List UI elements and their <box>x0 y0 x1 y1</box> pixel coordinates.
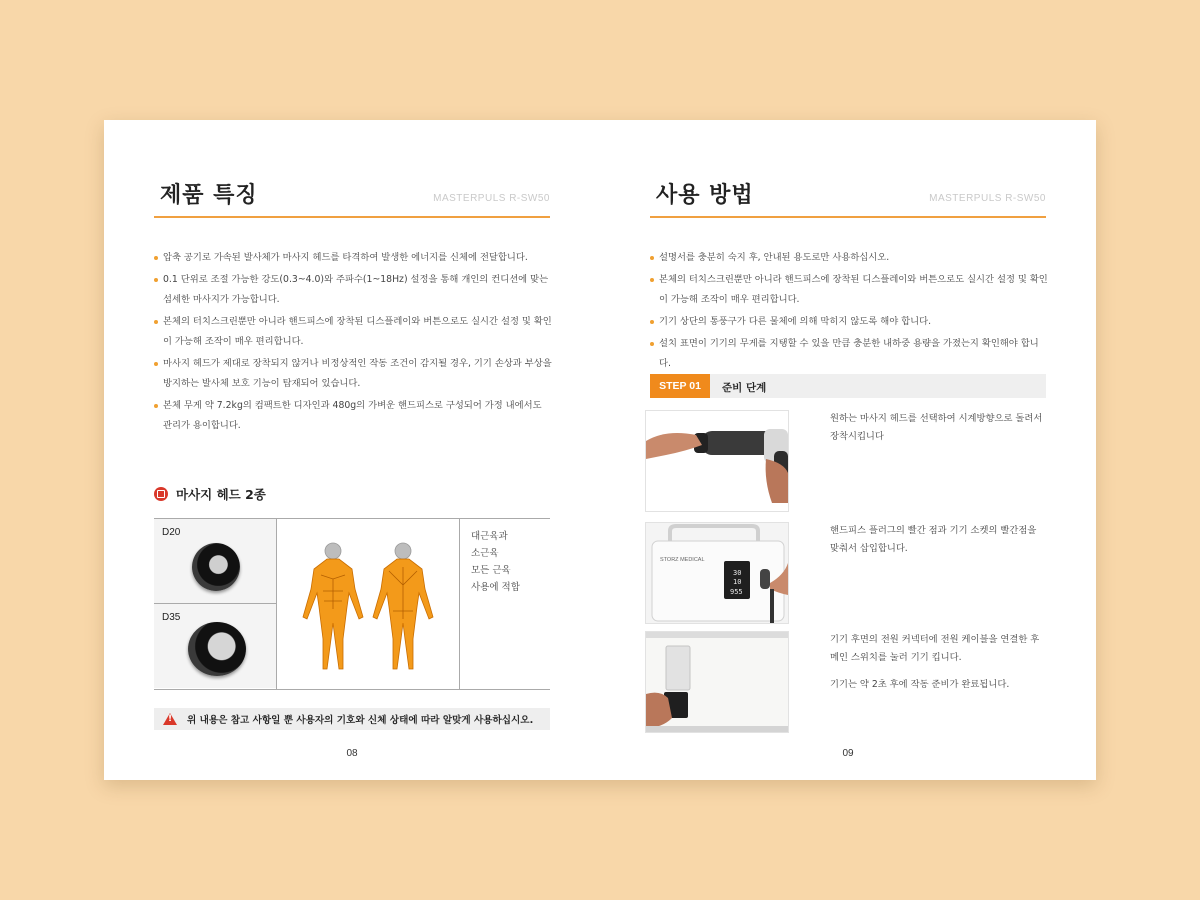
front-body-figure <box>303 543 363 669</box>
screen-value: 30 <box>733 569 742 577</box>
list-item: 기기 상단의 통풍구가 다른 물체에 의해 막히지 않도록 해야 합니다. <box>650 312 1048 332</box>
massage-head-icon <box>154 487 168 501</box>
muscle-body-illustration <box>277 519 459 689</box>
target-muscles-column <box>460 519 550 689</box>
device-brand: STORZ MEDICAL <box>660 557 705 563</box>
step-2-text <box>830 522 1046 567</box>
step-name: 준비 단계 <box>722 382 767 394</box>
massage-head-d35-image <box>188 622 246 676</box>
head-label: D35 <box>162 612 181 623</box>
left-page-header <box>154 178 550 218</box>
list-item: 0.1 단위로 조절 가능한 강도(0.3~4.0)와 주파수(1~18Hz) 설정을 통해 개인의 컨디션에 맞는 섬세한 마사지가 가능합니다. <box>154 270 552 310</box>
step-photo-plug-handpiece <box>645 522 789 624</box>
back-body-figure <box>373 543 433 669</box>
model-name: MASTERPULS R-SW50 <box>433 193 550 204</box>
step-3-text <box>830 631 1046 703</box>
right-page <box>600 120 1096 780</box>
massage-heads-table <box>154 518 550 690</box>
list-item: 본체의 터치스크린뿐만 아니라 핸드피스에 장착된 디스플레이와 버튼으로도 실시간 설정 및 확인이 가능해 조작이 매우 편리합니다. <box>154 312 552 352</box>
target-text: 대근육과 <box>471 531 508 542</box>
list-item: 압축 공기로 가속된 발사체가 마사지 헤드를 타격하여 발생한 에너지를 신체에 전달합니다. <box>154 248 552 268</box>
page-title: 사용 방법 <box>656 183 754 208</box>
device-front-panel-image <box>646 523 788 623</box>
list-item: 설치 표면이 기기의 무게를 지탱할 수 있을 만큼 충분한 내하중 용량을 가졌는지 확인해야 합니다. <box>650 334 1048 374</box>
step-note: 기기는 약 2초 후에 작동 준비가 완료됩니다. <box>830 679 1010 690</box>
right-page-header <box>650 178 1046 218</box>
page-number: 08 <box>346 748 358 759</box>
list-item: 본체 무게 약 7.2kg의 컴팩트한 디자인과 480g의 가벼운 핸드피스로 구성되어 가정 내에서도 관리가 용이합니다. <box>154 396 552 436</box>
instruction-list <box>650 248 1048 376</box>
target-text: 모든 근육 <box>471 565 511 576</box>
head-d35-cell <box>154 604 276 688</box>
notice-text: 위 내용은 참고 사항일 뿐 사용자의 기호와 신체 상태에 따라 알맞게 사용하십시오. <box>187 715 534 726</box>
muscle-figure-column <box>277 519 460 689</box>
head-label: D20 <box>162 527 181 538</box>
list-item: 설명서를 충분히 숙지 후, 안내된 용도로만 사용하십시오. <box>650 248 1048 268</box>
step-photo-attach-head <box>645 410 789 512</box>
massage-heads-heading <box>154 484 266 504</box>
page-number: 09 <box>842 748 854 759</box>
heads-column <box>154 519 277 689</box>
left-page <box>104 120 600 780</box>
manual-spread <box>104 120 1096 780</box>
step-1-text <box>830 410 1046 455</box>
step-instruction: 원하는 마사지 헤드를 선택하여 시계방향으로 돌려서 장착시킵니다 <box>830 413 1043 442</box>
warning-icon <box>163 713 177 725</box>
list-item: 마사지 헤드가 제대로 장착되지 않거나 비정상적인 작동 조건이 감지될 경우, 기기 손상과 부상을 방지하는 발사체 보호 기능이 탑재되어 있습니다. <box>154 354 552 394</box>
target-text: 소근육 <box>471 548 499 559</box>
hand-attaching-head-image <box>646 411 788 511</box>
page-title: 제품 특징 <box>160 183 258 208</box>
step-instruction: 핸드피스 플러그의 빨간 점과 기기 소켓의 빨간점을 맞춰서 삽입합니다. <box>830 525 1037 554</box>
massage-head-d20-image <box>192 543 240 591</box>
screen-value: 10 <box>733 578 742 586</box>
head-d20-cell <box>154 519 276 604</box>
step-instruction: 기기 후면의 전원 커넥터에 전원 케이블을 연결한 후 메인 스위치를 눌러 기기 킵니다. <box>830 634 1040 663</box>
target-text: 사용에 적합 <box>471 582 520 593</box>
model-name: MASTERPULS R-SW50 <box>929 193 1046 204</box>
notice-box <box>154 708 550 730</box>
feature-list <box>154 248 552 438</box>
screen-value: 955 <box>730 588 743 596</box>
list-item: 본체의 터치스크린뿐만 아니라 핸드피스에 장착된 디스플레이와 버튼으로도 실시간 설정 및 확인이 가능해 조작이 매우 편리합니다. <box>650 270 1048 310</box>
step-badge: STEP 01 <box>650 374 710 398</box>
section-title: 마사지 헤드 2종 <box>176 487 266 502</box>
device-rear-panel-image <box>646 632 788 732</box>
step-photo-power-switch <box>645 631 789 733</box>
step-header <box>650 374 1046 398</box>
